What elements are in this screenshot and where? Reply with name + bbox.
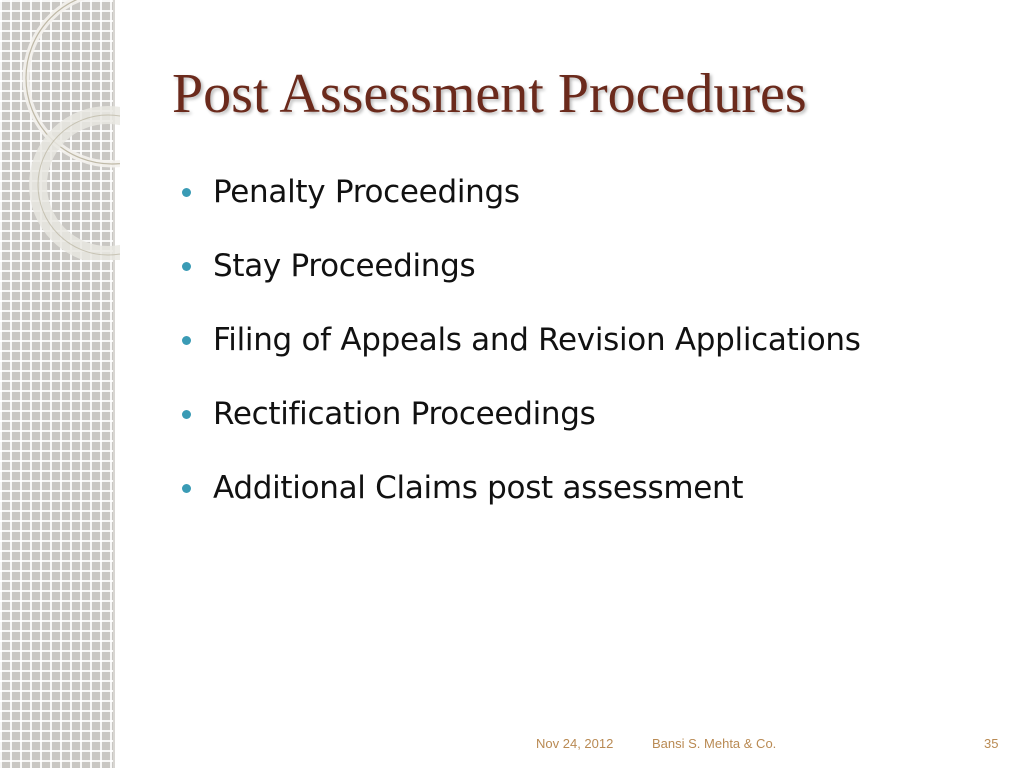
list-item	[182, 318, 861, 392]
decorative-rings	[0, 0, 120, 260]
bullet-icon	[182, 188, 191, 197]
bullet-text: Stay Proceedings	[213, 248, 476, 284]
bullet-text: Penalty Proceedings	[213, 174, 520, 210]
list-item	[182, 392, 861, 466]
bullet-icon	[182, 484, 191, 493]
footer-date: Nov 24, 2012	[536, 736, 614, 751]
slide-title: Post Assessment Procedures	[172, 63, 807, 125]
list-item	[182, 466, 861, 540]
list-item	[182, 244, 861, 318]
bullet-icon	[182, 410, 191, 419]
page-number: 35	[984, 736, 999, 751]
bullet-list	[182, 170, 861, 540]
list-item	[182, 170, 861, 244]
bullet-text: Additional Claims post assessment	[213, 470, 744, 506]
footer-company: Bansi S. Mehta & Co.	[652, 736, 777, 751]
bullet-icon	[182, 336, 191, 345]
bullet-text: Filing of Appeals and Revision Applications	[213, 322, 861, 358]
bullet-text: Rectification Proceedings	[213, 396, 596, 432]
bullet-icon	[182, 262, 191, 271]
